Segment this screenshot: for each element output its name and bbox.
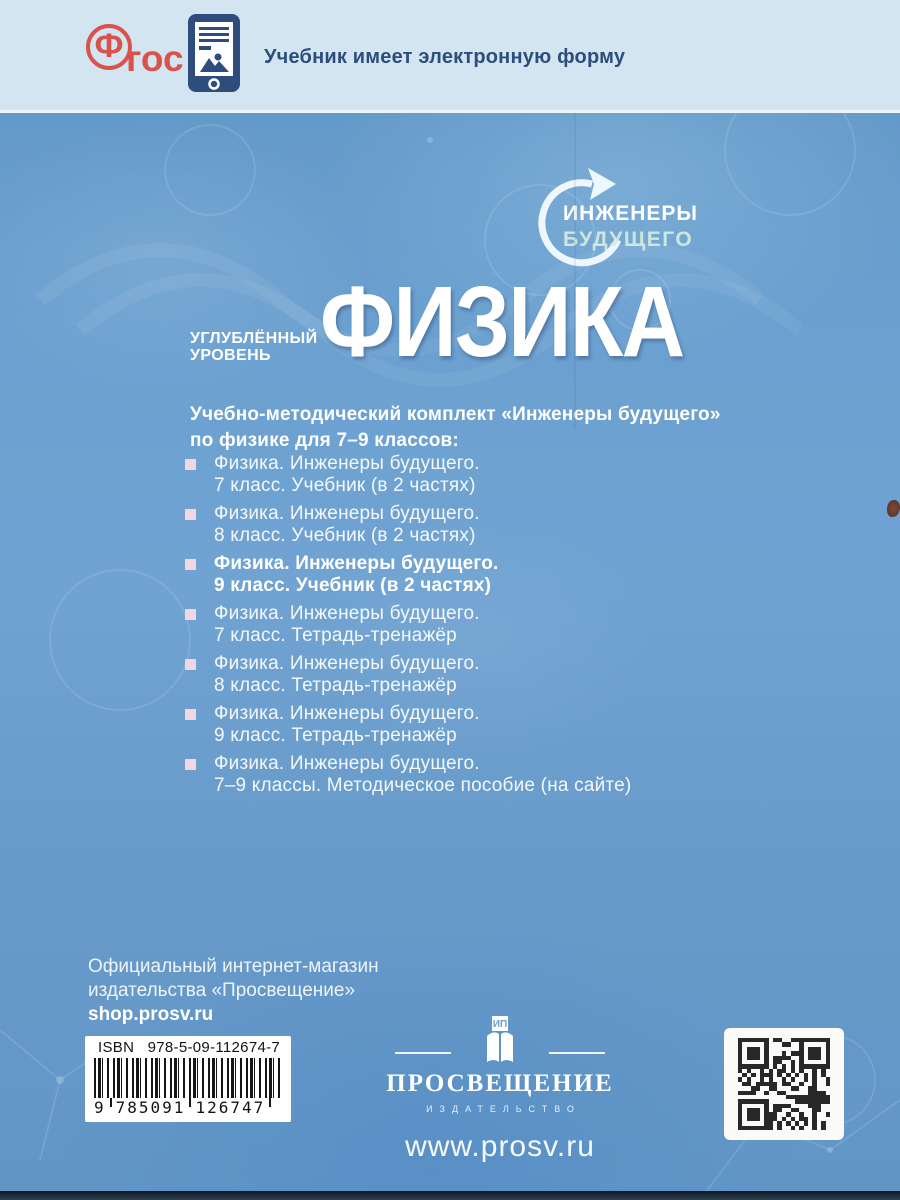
- barcode-digits: [94, 1098, 282, 1117]
- list-item-current-book: [185, 553, 631, 597]
- publisher-monogram: ИП: [492, 1019, 508, 1030]
- item-line1: Физика. Инженеры будущего.: [214, 753, 480, 774]
- level-line2: УРОВЕНЬ: [190, 347, 271, 364]
- item-line2: 8 класс. Учебник (в 2 частях): [214, 525, 476, 546]
- item-line1: Физика. Инженеры будущего.: [214, 603, 480, 624]
- square-bullet-icon: [185, 559, 196, 570]
- publisher-url: www.prosv.ru: [405, 1130, 595, 1163]
- list-item: [185, 603, 631, 647]
- fgos-circle-letter: Ф: [94, 27, 124, 65]
- isbn-label: ISBN: [98, 1039, 135, 1056]
- level-line1: УГЛУБЛЁННЫЙ: [190, 330, 318, 347]
- barcode-digits-right: 126747: [195, 1098, 266, 1117]
- brand-line2: БУДУЩЕГО: [563, 228, 694, 252]
- isbn-barcode: [85, 1036, 291, 1122]
- square-bullet-icon: [185, 509, 196, 520]
- ebook-note-label: Учебник имеет электронную форму: [264, 46, 626, 68]
- store-url: shop.prosv.ru: [88, 1004, 214, 1025]
- qr-code-box: [724, 1028, 844, 1140]
- barcode-guard: [110, 1098, 112, 1107]
- list-item: [185, 503, 631, 547]
- official-store-note: [88, 955, 379, 1027]
- item-line1: Физика. Инженеры будущего.: [214, 703, 480, 724]
- series-heading: [190, 402, 721, 454]
- square-bullet-icon: [185, 759, 196, 770]
- fgos-logo: [86, 24, 184, 79]
- series-list: [185, 453, 631, 803]
- logo-rule-right: [549, 1052, 605, 1054]
- barcode-digit-left: 9: [94, 1098, 106, 1117]
- list-item: [185, 753, 631, 797]
- item-line1: Физика. Инженеры будущего.: [214, 553, 499, 574]
- qr-code: [738, 1038, 830, 1130]
- square-bullet-icon: [185, 609, 196, 620]
- fgos-logo-text: гос: [126, 37, 184, 79]
- item-line1: Физика. Инженеры будущего.: [214, 503, 480, 524]
- item-line1: Физика. Инженеры будущего.: [214, 653, 480, 674]
- list-item: [185, 453, 631, 497]
- level-label: [190, 330, 318, 364]
- logo-rule-left: [395, 1052, 451, 1054]
- barcode-digits-mid: 785091: [115, 1098, 186, 1117]
- barcode-bars: [94, 1058, 282, 1098]
- publisher-type: ИЗДАТЕЛЬСТВО: [426, 1104, 581, 1114]
- ebook-tablet-icon: [188, 14, 240, 99]
- item-line2: 9 класс. Учебник (в 2 частях): [214, 575, 492, 596]
- store-line1: Официальный интернет-магазин: [88, 956, 379, 977]
- series-heading-line1: Учебно-методический комплект «Инженеры будущего»: [190, 404, 721, 425]
- page-title: ФИЗИКА: [320, 266, 684, 378]
- barcode-guard: [189, 1098, 191, 1107]
- item-line2: 9 класс. Тетрадь-тренажёр: [214, 725, 457, 746]
- publisher-logo: [385, 1016, 615, 1164]
- open-book-icon: [480, 1016, 520, 1066]
- isbn-number: 978-5-09-112674-7: [147, 1039, 281, 1056]
- item-line2: 7–9 классы. Методическое пособие (на сайте): [214, 775, 632, 796]
- publisher-name: ПРОСВЕЩЕНИЕ: [386, 1070, 614, 1097]
- page-edge-stain: [887, 500, 900, 517]
- store-line2: издательства «Просвещение»: [88, 980, 356, 1001]
- item-line2: 8 класс. Тетрадь-тренажёр: [214, 675, 457, 696]
- square-bullet-icon: [185, 659, 196, 670]
- list-item: [185, 703, 631, 747]
- item-line2: 7 класс. Тетрадь-тренажёр: [214, 625, 457, 646]
- square-bullet-icon: [185, 709, 196, 720]
- list-item: [185, 653, 631, 697]
- barcode-guard: [269, 1098, 271, 1107]
- series-heading-line2: по физике для 7–9 классов:: [190, 430, 459, 451]
- item-line2: 7 класс. Учебник (в 2 частях): [214, 475, 476, 496]
- book-bottom-edge-shadow: [0, 1191, 900, 1200]
- square-bullet-icon: [185, 459, 196, 470]
- brand-line1: ИНЖЕНЕРЫ: [563, 202, 698, 225]
- top-info-strip: [0, 0, 900, 113]
- item-line1: Физика. Инженеры будущего.: [214, 453, 480, 474]
